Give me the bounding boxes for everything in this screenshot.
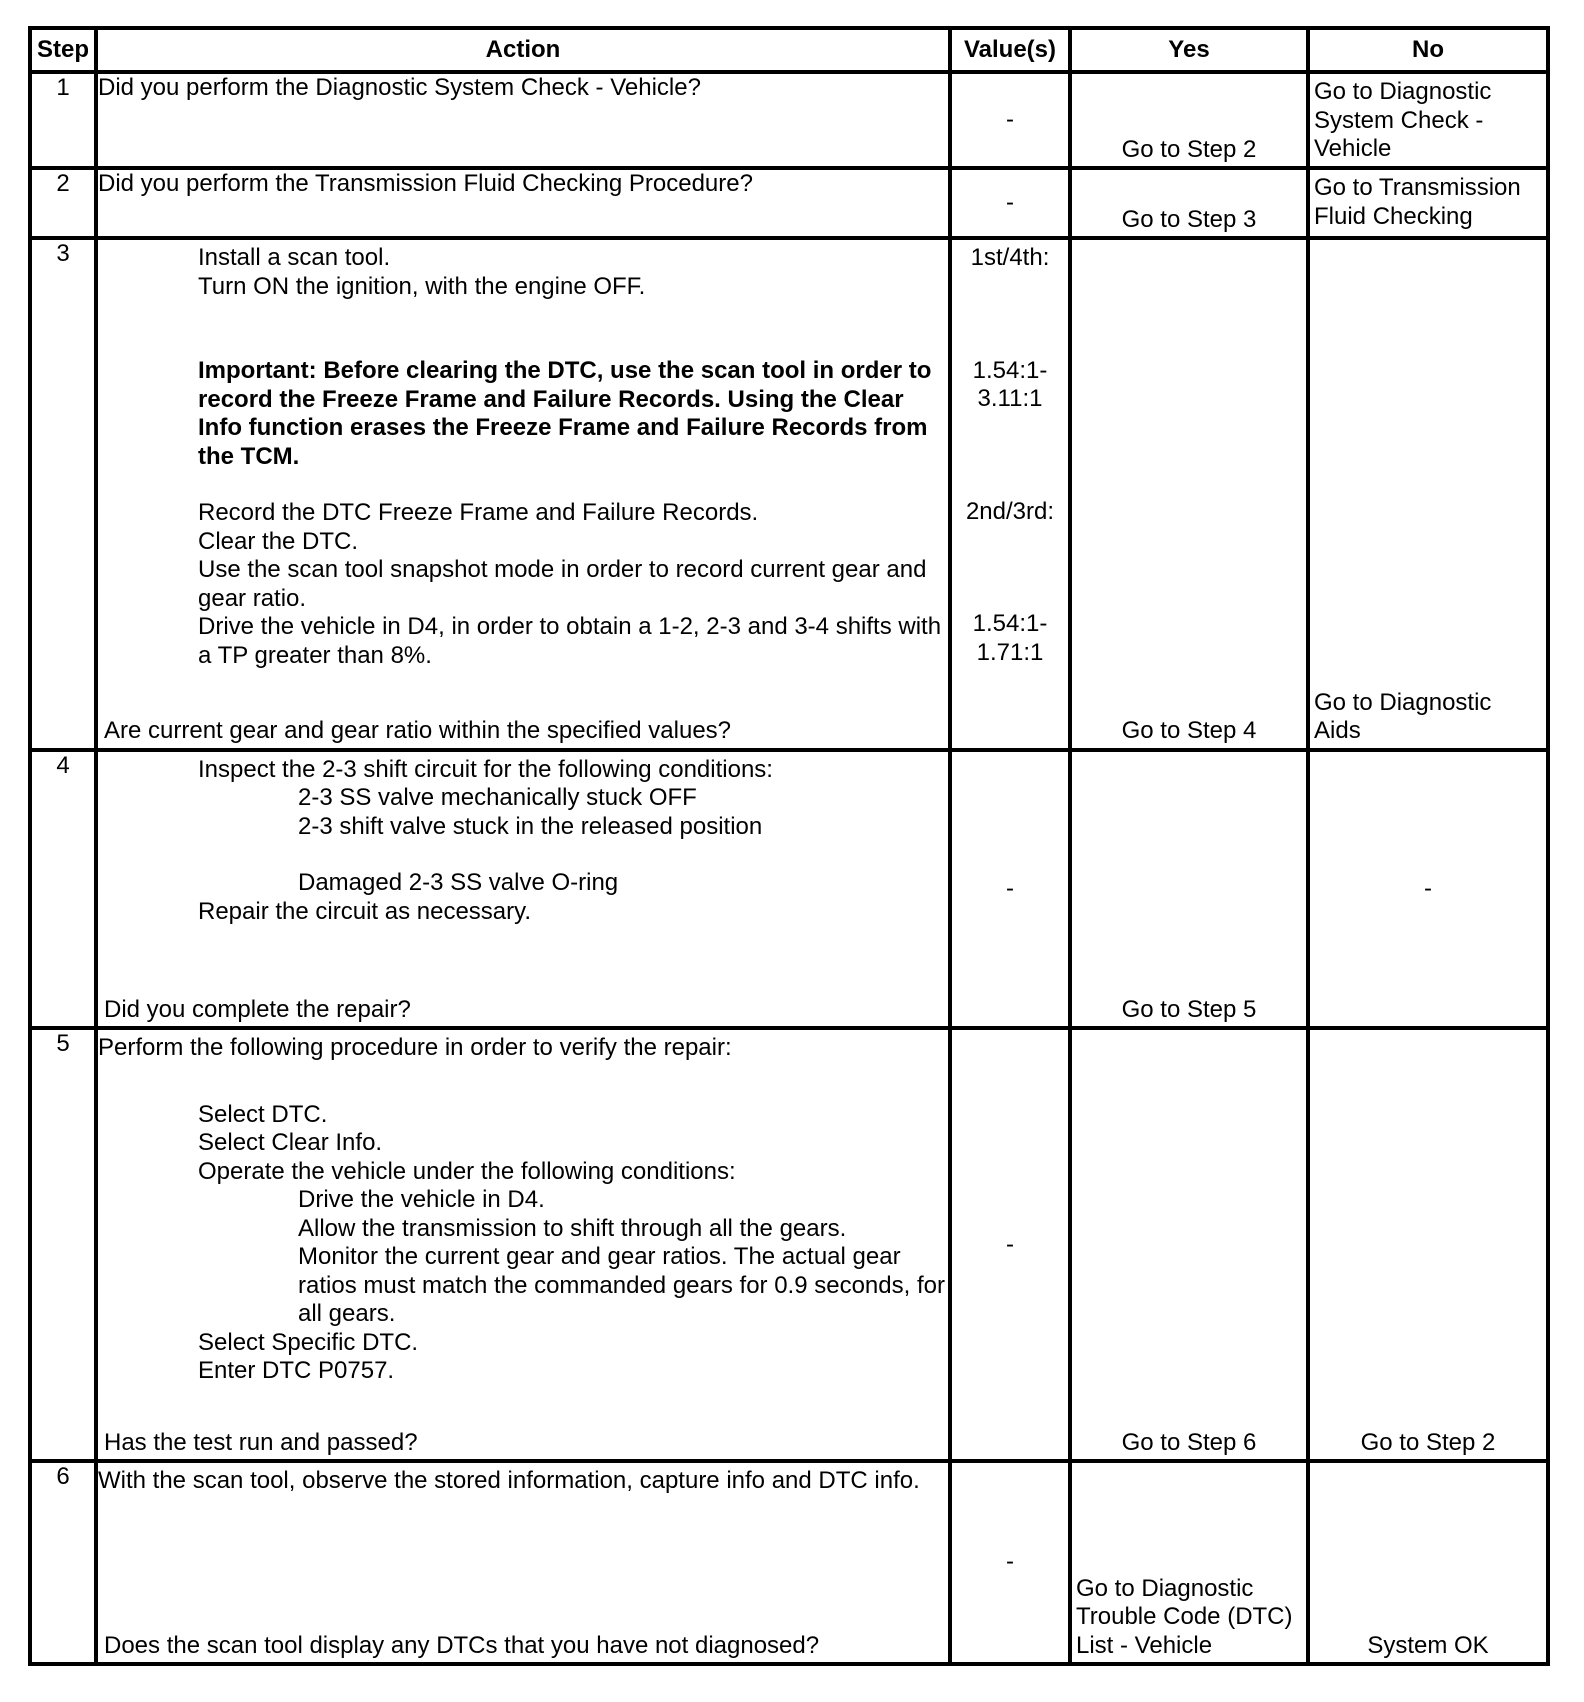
header-action: Action <box>96 28 950 72</box>
yes-cell <box>1070 1461 1308 1664</box>
action-line: Drive the vehicle in D4, in order to obtain a 1-2, 2-3 and 3-4 shifts with a TP greater than 8%. <box>198 613 942 669</box>
value-text: - <box>1006 1548 1014 1576</box>
action-line: Enter DTC P0757. <box>198 1357 395 1385</box>
yes-link[interactable]: Go to Step 3 <box>1121 205 1257 233</box>
yes-link[interactable]: Go to Step 2 <box>1121 135 1257 163</box>
diagnostic-table <box>28 26 1550 1666</box>
action-question: Has the test run and passed? <box>104 1428 418 1456</box>
action-line: Drive the vehicle in D4. <box>298 1186 545 1214</box>
action-line: 2-3 SS valve mechanically stuck OFF <box>298 784 697 812</box>
table-row <box>30 168 1548 238</box>
table-row <box>30 1028 1548 1461</box>
action-line: Perform the following procedure in order to verify the repair: <box>98 1034 732 1062</box>
header-yes: Yes <box>1070 28 1308 72</box>
no-cell <box>1308 72 1548 168</box>
action-line: Record the DTC Freeze Frame and Failure Records. <box>198 499 759 527</box>
value-text: - <box>1006 189 1014 217</box>
important-note: Important: Before clearing the DTC, use the scan tool in order to record the Freeze Frame and Failure Records. Using the Clear Info function erases the Freeze Frame and Failure Records from the TCM. <box>198 357 932 470</box>
table-row <box>30 1461 1548 1664</box>
no-link[interactable]: Go to Step 2 <box>1360 1428 1496 1456</box>
header-no: No <box>1308 28 1548 72</box>
action-line: Install a scan tool. <box>198 244 391 272</box>
step-number: 2 <box>30 168 96 238</box>
yes-link[interactable]: Go to Diagnostic Trouble Code (DTC) List - Vehicle <box>1076 1574 1293 1659</box>
action-line: Repair the circuit as necessary. <box>198 897 532 925</box>
no-cell <box>1308 238 1548 749</box>
yes-cell <box>1070 72 1308 168</box>
step-number: 1 <box>30 72 96 168</box>
action-cell <box>96 1461 950 1664</box>
value-text: 1st/4th: <box>970 244 1050 272</box>
step-number: 4 <box>30 750 96 1029</box>
yes-cell <box>1070 750 1308 1029</box>
action-line: Inspect the 2-3 shift circuit for the following conditions: <box>198 755 773 783</box>
yes-cell <box>1070 168 1308 238</box>
action-line: 2-3 shift valve stuck in the released position <box>298 812 763 840</box>
value-cell <box>950 72 1070 168</box>
action-question: Did you complete the repair? <box>104 995 411 1023</box>
action-cell <box>96 1028 950 1461</box>
value-text: 2nd/3rd: <box>965 497 1055 525</box>
yes-cell <box>1070 238 1308 749</box>
action-cell <box>96 238 950 749</box>
header-values: Value(s) <box>950 28 1070 72</box>
no-cell <box>1308 1028 1548 1461</box>
action-line: Operate the vehicle under the following conditions: <box>198 1157 736 1185</box>
action-line: Use the scan tool snapshot mode in order to record current gear and gear ratio. <box>198 556 927 612</box>
value-text: - <box>1006 105 1014 133</box>
step-number: 3 <box>30 238 96 749</box>
no-value: System OK <box>1367 1631 1489 1659</box>
yes-cell <box>1070 1028 1308 1461</box>
yes-link[interactable]: Go to Step 6 <box>1121 1428 1257 1456</box>
header-step: Step <box>30 28 96 72</box>
no-value: - <box>1424 874 1432 902</box>
table-row <box>30 238 1548 749</box>
table-row <box>30 750 1548 1029</box>
yes-link[interactable]: Go to Step 5 <box>1121 995 1257 1023</box>
value-text: 1.54:1-3.11:1 <box>972 356 1048 413</box>
action-line: Damaged 2-3 SS valve O-ring <box>298 869 619 897</box>
action-line: Monitor the current gear and gear ratios. The actual gear ratios must match the commanded gears for 0.9 seconds, for all gears. <box>298 1243 945 1328</box>
action-cell <box>96 72 950 168</box>
value-text: - <box>1006 1230 1014 1258</box>
action-line: Clear the DTC. <box>198 527 359 555</box>
step-number: 6 <box>30 1461 96 1664</box>
no-link[interactable]: Go to Transmission Fluid Checking <box>1314 174 1521 230</box>
action-question: Are current gear and gear ratio within the specified values? <box>104 717 732 745</box>
action-line: Did you perform the Transmission Fluid Checking Procedure? <box>98 170 753 198</box>
action-question: Does the scan tool display any DTCs that you have not diagnosed? <box>104 1631 820 1659</box>
value-cell <box>950 750 1070 1029</box>
value-text: - <box>1006 874 1014 902</box>
no-cell <box>1308 168 1548 238</box>
action-cell <box>96 168 950 238</box>
yes-link[interactable]: Go to Step 4 <box>1121 717 1257 745</box>
action-cell <box>96 750 950 1029</box>
no-cell <box>1308 1461 1548 1664</box>
value-text: 1.54:1-1.71:1 <box>972 610 1048 666</box>
table-row <box>30 72 1548 168</box>
value-cell <box>950 1461 1070 1664</box>
value-cell <box>950 1028 1070 1461</box>
action-line: Turn ON the ignition, with the engine OFF. <box>198 272 646 300</box>
action-line: Select Clear Info. <box>198 1129 383 1157</box>
value-cell <box>950 168 1070 238</box>
action-line: Allow the transmission to shift through all the gears. <box>298 1214 847 1242</box>
action-line: Did you perform the Diagnostic System Check - Vehicle? <box>98 74 701 101</box>
no-cell <box>1308 750 1548 1029</box>
no-link[interactable]: Go to Diagnostic System Check - Vehicle <box>1314 78 1492 162</box>
no-link[interactable]: Go to Diagnostic Aids <box>1314 688 1492 745</box>
step-number: 5 <box>30 1028 96 1461</box>
value-cell <box>950 238 1070 749</box>
action-line: Select Specific DTC. <box>198 1328 419 1356</box>
action-line: With the scan tool, observe the stored information, capture info and DTC info. <box>98 1467 920 1495</box>
action-line: Select DTC. <box>198 1100 328 1128</box>
header-row <box>30 28 1548 72</box>
